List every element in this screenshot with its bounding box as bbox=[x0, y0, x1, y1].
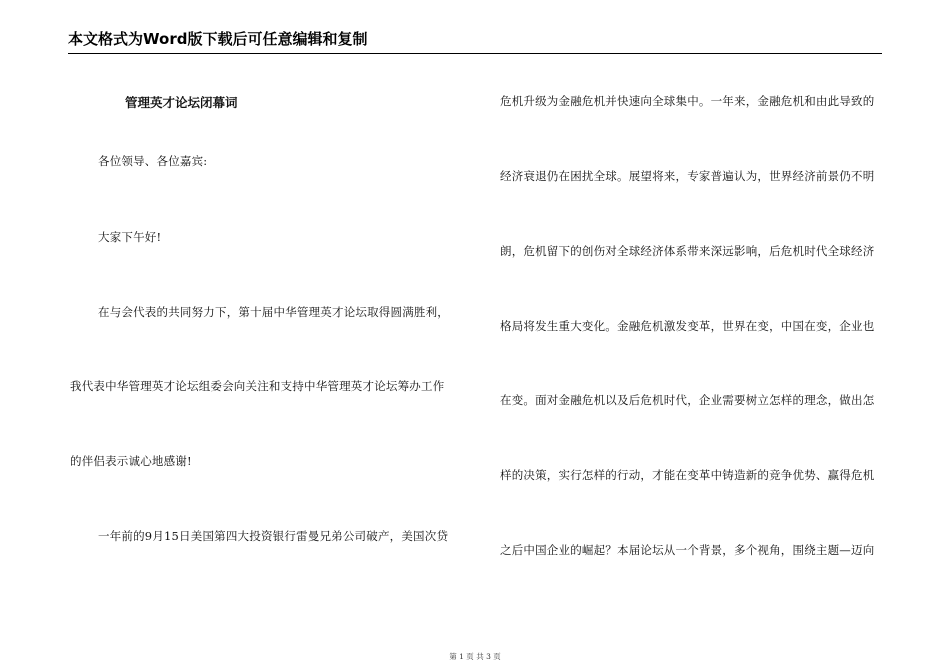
paragraph-line: 大家下午好! bbox=[98, 230, 162, 244]
paragraph-line: 样的决策，实行怎样的行动，才能在变革中铸造新的竞争优势、赢得危机 bbox=[500, 468, 875, 482]
paragraph-line: 危机升级为金融危机并快速向全球集中。一年来，金融危机和由此导致的 bbox=[500, 94, 875, 108]
paragraph-line: 我代表中华管理英才论坛组委会向关注和支持中华管理英才论坛筹办工作 bbox=[70, 379, 445, 393]
paragraph-line: 格局将发生重大变化。金融危机激发变革，世界在变，中国在变，企业也 bbox=[500, 319, 875, 333]
left-column bbox=[70, 0, 485, 620]
page-number: 第 1 页 共 3 页 bbox=[449, 652, 501, 661]
right-column bbox=[500, 0, 886, 620]
paragraph-line: 之后中国企业的崛起？本届论坛从一个背景，多个视角，围绕主题—迈向 bbox=[500, 543, 875, 557]
page-header: 本文格式为Word版下载后可任意编辑和复制 bbox=[68, 30, 368, 48]
paragraph-line: 朗，危机留下的创伤对全球经济体系带来深远影响，后危机时代全球经济 bbox=[500, 244, 875, 258]
document-title: 管理英才论坛闭幕词 bbox=[125, 95, 238, 110]
paragraph-line: 各位领导、各位嘉宾: bbox=[98, 154, 208, 168]
paragraph-line: 一年前的9月15日美国第四大投资银行雷曼兄弟公司破产，美国次贷 bbox=[98, 529, 449, 543]
paragraph-line: 在与会代表的共同努力下，第十届中华管理英才论坛取得圆满胜利， bbox=[98, 305, 449, 319]
paragraph-line: 经济衰退仍在困扰全球。展望将来，专家普遍认为，世界经济前景仍不明 bbox=[500, 169, 875, 183]
paragraph-line: 在变。面对金融危机以及后危机时代，企业需要树立怎样的理念，做出怎 bbox=[500, 393, 875, 407]
paragraph-line: 的伴侣表示诚心地感谢! bbox=[70, 454, 192, 468]
